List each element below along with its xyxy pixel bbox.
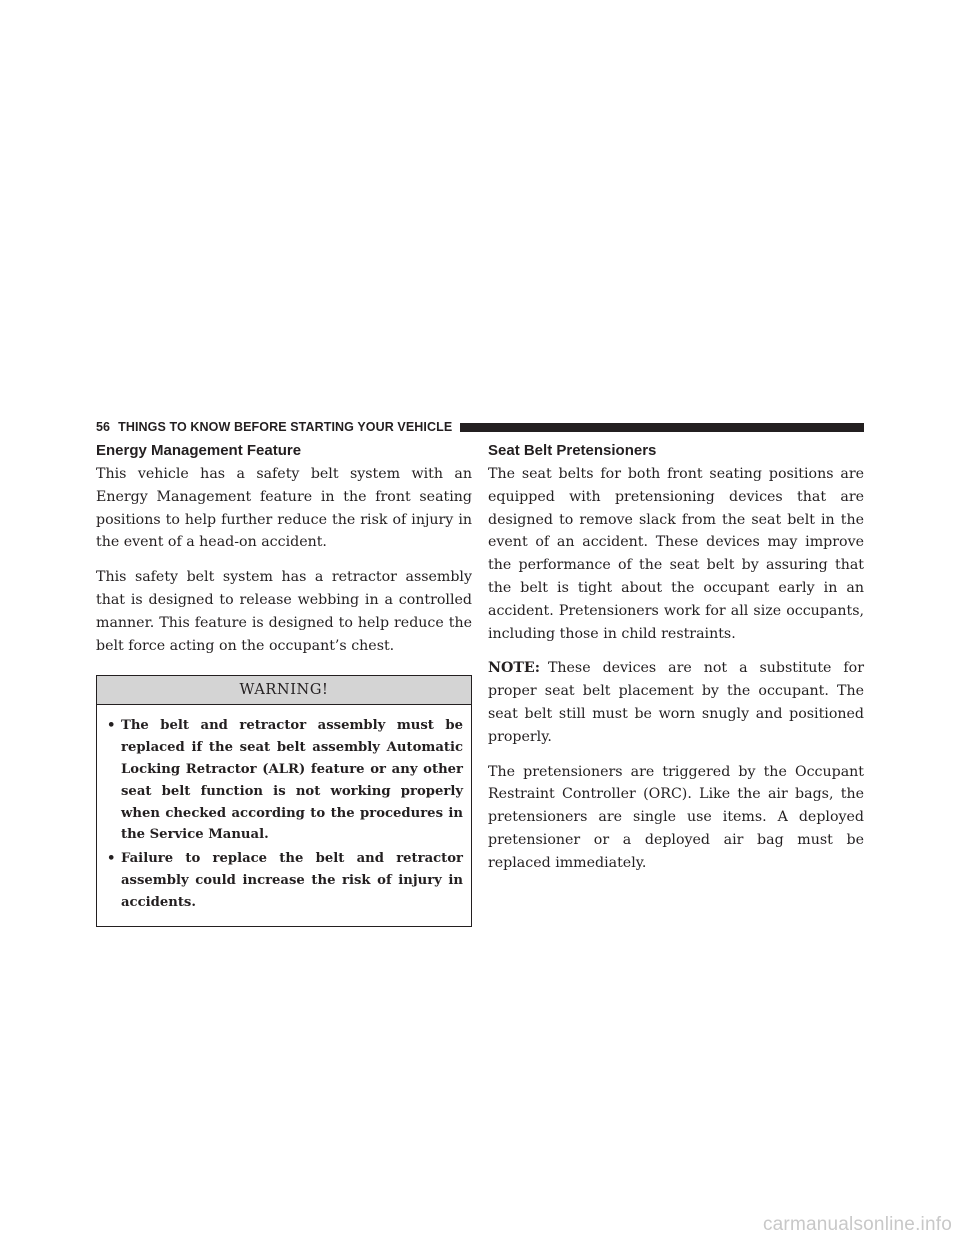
- bullet-icon: •: [107, 851, 116, 867]
- warning-item-text: The belt and retractor assembly must be replaced if the seat belt assembly Automatic Locking Retractor (ALR) feature or any other seat belt function is not working properly when checked according to the procedures in the Service Manual.: [121, 718, 463, 843]
- header-page-number: 56: [96, 420, 111, 434]
- header-section-title: THINGS TO KNOW BEFORE STARTING YOUR VEHICLE: [118, 420, 453, 434]
- note-paragraph: [488, 657, 864, 748]
- warning-title: WARNING!: [97, 676, 471, 705]
- pretensioners-paragraph-3: The pretensioners are triggered by the Occupant Restraint Controller (ORC). Like the air bags, the pretensioners are single use items. A deployed pretensioner or a deployed air bag must be replaced immediately.: [488, 763, 864, 871]
- note-label: NOTE:: [488, 660, 540, 677]
- energy-management-paragraph-2: This safety belt system has a retractor assembly that is designed to release webbing in a controlled manner. This feature is designed to help reduce the belt force acting on the occupant’s chest.: [96, 569, 472, 654]
- bullet-icon: •: [107, 718, 116, 734]
- watermark: carmanualsonline.info: [762, 1214, 952, 1235]
- energy-management-paragraph-1: This vehicle has a safety belt system with an Energy Management feature in the front seating positions to help further reduce the risk of injury in the event of a head-on accident.: [96, 466, 472, 551]
- warning-item-text: Failure to replace the belt and retractor assembly could increase the risk of injury in accidents.: [121, 851, 463, 910]
- warning-item: [107, 848, 463, 913]
- header-rule: [460, 423, 864, 432]
- warning-item: [107, 715, 463, 846]
- left-column: [96, 441, 472, 927]
- right-column: [488, 441, 864, 887]
- energy-management-heading: Energy Management Feature: [96, 442, 302, 459]
- pretensioners-heading: Seat Belt Pretensioners: [488, 442, 657, 459]
- warning-list: [97, 705, 471, 925]
- warning-box: [96, 675, 472, 926]
- note-text: These devices are not a substitute for proper seat belt placement by the occupant. The seat belt still must be worn snugly and positioned properly.: [488, 660, 864, 745]
- page-header: [96, 419, 864, 435]
- pretensioners-paragraph-1: The seat belts for both front seating positions are equipped with pretensioning devices that are designed to remove slack from the seat belt in the event of an accident. These devices may improve the performance of the seat belt by assuring that the belt is tight about the occupant early in an accident. Pretensioners work for all size occupants, including those in child restraints.: [488, 466, 864, 642]
